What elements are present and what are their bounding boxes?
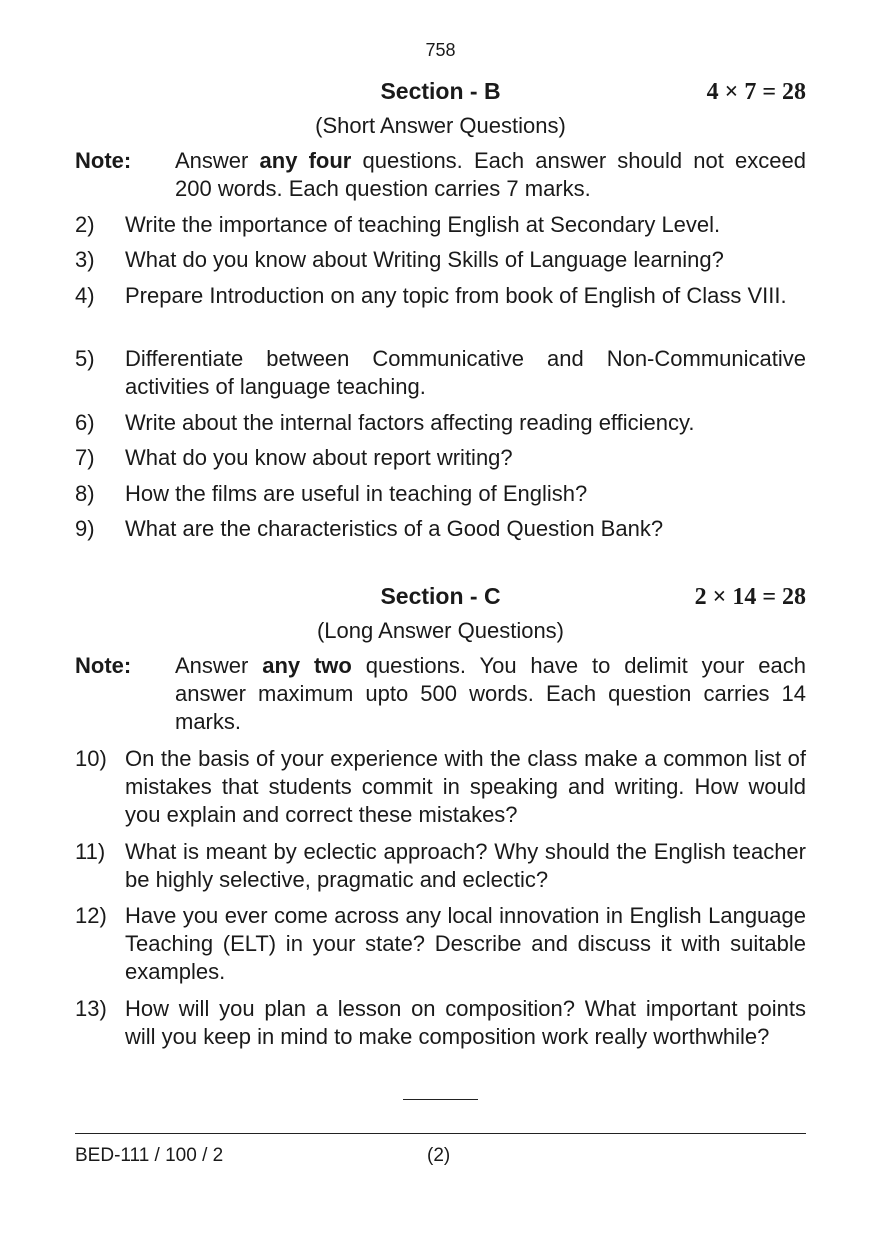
page-number: 758: [425, 40, 456, 60]
question-4: [75, 282, 806, 310]
question-text: How the films are useful in teaching of English?: [125, 481, 588, 506]
question-text: Differentiate between Communicative and Non-Communicative activities of language teaching.: [125, 346, 806, 399]
question-9: [75, 515, 806, 543]
note-post: questions. Each answer should not exceed 200 words. Each question carries 7 marks.: [175, 148, 806, 201]
question-number: 2): [75, 212, 95, 237]
question-text: Write the importance of teaching English at Secondary Level.: [125, 212, 721, 237]
question-8: [75, 480, 806, 508]
note-pre: Answer: [175, 653, 263, 678]
section-c-subtitle: (Long Answer Questions): [316, 618, 565, 643]
question-text: What do you know about Writing Skills of Language learning?: [125, 247, 724, 272]
section-c-marks: 2 × 14 = 28: [694, 584, 806, 610]
question-number: 6): [75, 410, 95, 435]
note-text: [175, 652, 806, 736]
question-text: On the basis of your experience with the class make a common list of mistakes that students commit in speaking and writing. How would you explain and correct these mistakes?: [125, 746, 806, 827]
question-text: What are the characteristics of a Good Question Bank?: [125, 516, 664, 541]
section-b-note: [75, 147, 806, 203]
note-post: questions. You have to delimit your each answer maximum upto 500 words. Each question carries 14 marks.: [175, 653, 806, 734]
question-number: 11): [75, 839, 106, 864]
question-number: 13): [75, 996, 107, 1021]
question-2: [75, 211, 806, 239]
section-c-note: [75, 652, 806, 736]
question-6: [75, 409, 806, 437]
note-emphasis: any two: [262, 653, 352, 678]
question-number: 3): [75, 247, 95, 272]
question-number: 12): [75, 903, 107, 928]
note-emphasis: any four: [259, 148, 352, 173]
end-divider: [403, 1099, 478, 1100]
question-11: [75, 838, 806, 894]
question-5: [75, 345, 806, 401]
section-b-header: [75, 78, 806, 108]
question-3: [75, 246, 806, 274]
question-number: 8): [75, 481, 95, 506]
question-text: Write about the internal factors affecting reading efficiency.: [125, 410, 695, 435]
question-12: [75, 902, 806, 986]
question-number: 4): [75, 283, 95, 308]
note-text: [175, 147, 806, 203]
footer-page-number: (2): [427, 1145, 451, 1166]
question-text: How will you plan a lesson on composition? What important points will you keep in mind to make composition work really worthwhile?: [125, 996, 806, 1049]
question-number: 10): [75, 746, 107, 771]
question-number: 5): [75, 346, 95, 371]
question-10: [75, 745, 806, 829]
note-label: Note:: [75, 148, 132, 173]
question-13: [75, 995, 806, 1051]
question-number: 9): [75, 516, 95, 541]
section-c-header: [75, 583, 806, 613]
section-b-title: Section - B: [380, 78, 501, 104]
question-text: Have you ever come across any local innovation in English Language Teaching (ELT) in your state? Describe and discuss it with suitable examples.: [125, 903, 806, 984]
question-text: Prepare Introduction on any topic from book of English of Class VIII.: [125, 283, 787, 308]
note-pre: Answer: [175, 148, 260, 173]
question-text: What is meant by eclectic approach? Why should the English teacher be highly selective, pragmatic and eclectic?: [125, 839, 806, 892]
footer-paper-code: BED-111 / 100 / 2: [75, 1145, 224, 1166]
section-c-title: Section - C: [380, 583, 501, 609]
section-b-marks: 4 × 7 = 28: [706, 79, 806, 105]
footer-rule: [75, 1133, 806, 1134]
question-number: 7): [75, 445, 95, 470]
section-b-subtitle: (Short Answer Questions): [315, 113, 566, 138]
question-text: What do you know about report writing?: [125, 445, 513, 470]
question-7: [75, 444, 806, 472]
note-label: Note:: [75, 653, 132, 678]
